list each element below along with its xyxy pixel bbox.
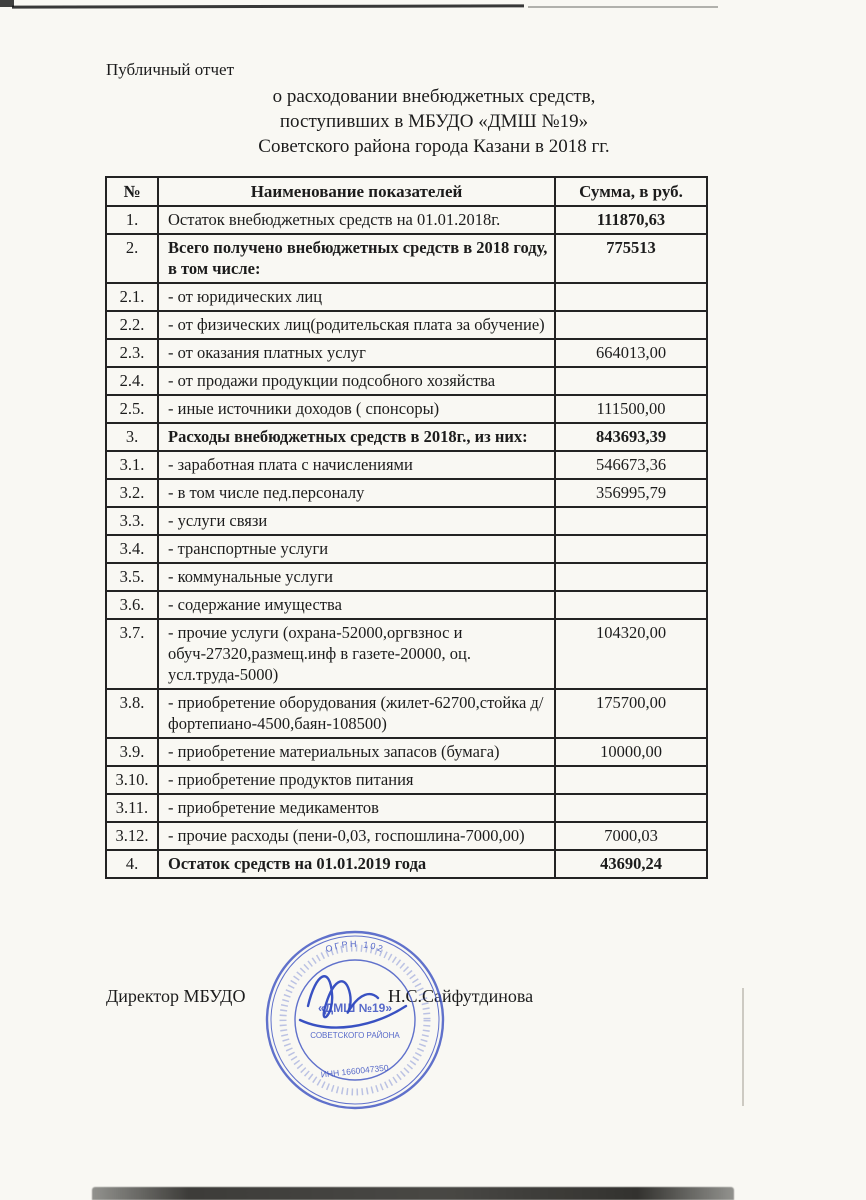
row-indicator-name: - иные источники доходов ( спонсоры) xyxy=(158,395,555,423)
row-number: 2. xyxy=(106,234,158,283)
director-name: Н.С.Сайфутдинова xyxy=(387,986,534,1006)
table-row xyxy=(106,367,707,395)
row-sum-value xyxy=(555,311,707,339)
row-indicator-name: - содержание имущества xyxy=(158,591,555,619)
row-number: 2.5. xyxy=(106,395,158,423)
row-sum-value: 111870,63 xyxy=(555,206,707,234)
row-sum-value: 775513 xyxy=(555,234,707,283)
row-number: 2.1. xyxy=(106,283,158,311)
row-number: 2.4. xyxy=(106,367,158,395)
row-number: 2.3. xyxy=(106,339,158,367)
table-row xyxy=(106,234,707,283)
row-number: 3.2. xyxy=(106,479,158,507)
row-sum-value: 7000,03 xyxy=(555,822,707,850)
row-sum-value: 104320,00 xyxy=(555,619,707,689)
row-number: 3.11. xyxy=(106,794,158,822)
row-number: 3.10. xyxy=(106,766,158,794)
row-number: 3.12. xyxy=(106,822,158,850)
table-row xyxy=(106,423,707,451)
col-header-name: Наименование показателей xyxy=(158,177,555,206)
table-row xyxy=(106,311,707,339)
stamp-center-line1: «ДМШ №19» xyxy=(317,1001,393,1015)
row-sum-value xyxy=(555,766,707,794)
row-sum-value xyxy=(555,563,707,591)
title-line-1: о расходовании внебюджетных средств, xyxy=(272,86,596,107)
row-number: 2.2. xyxy=(106,311,158,339)
row-indicator-name: Остаток средств на 01.01.2019 года xyxy=(158,850,555,878)
row-indicator-name: - в том числе пед.персоналу xyxy=(158,479,555,507)
table-row xyxy=(106,689,707,738)
row-indicator-name: - транспортные услуги xyxy=(158,535,555,563)
row-indicator-name: - приобретение материальных запасов (бумага) xyxy=(158,738,555,766)
scan-artifact-right-streak xyxy=(742,988,744,1106)
row-number: 3.9. xyxy=(106,738,158,766)
row-sum-value xyxy=(555,283,707,311)
row-sum-value: 356995,79 xyxy=(555,479,707,507)
table-row xyxy=(106,395,707,423)
stamp-ring-fragment-text: ОГРН 102 xyxy=(324,938,386,955)
row-number: 3.3. xyxy=(106,507,158,535)
row-indicator-name: Остаток внебюджетных средств на 01.01.2018г. xyxy=(158,206,555,234)
table-row xyxy=(106,339,707,367)
report-table xyxy=(105,176,708,879)
row-indicator-name: - от продажи продукции подсобного хозяйства xyxy=(158,367,555,395)
row-sum-value: 43690,24 xyxy=(555,850,707,878)
table-header-row xyxy=(106,177,707,206)
row-sum-value: 10000,00 xyxy=(555,738,707,766)
title-line-2: поступивших в МБУДО «ДМШ №19» xyxy=(279,111,589,132)
row-indicator-name: - приобретение медикаментов xyxy=(158,794,555,822)
row-number: 3.6. xyxy=(106,591,158,619)
col-header-sum: Сумма, в руб. xyxy=(555,177,707,206)
table-row xyxy=(106,738,707,766)
scan-artifact-bottom-band xyxy=(92,1187,734,1200)
row-number: 3.8. xyxy=(106,689,158,738)
row-indicator-name: - приобретение продуктов питания xyxy=(158,766,555,794)
row-indicator-name: - коммунальные услуги xyxy=(158,563,555,591)
scan-artifact-corner xyxy=(0,0,14,7)
table-row xyxy=(106,619,707,689)
stamp-inner-ring xyxy=(295,960,415,1080)
row-indicator-name: Всего получено внебюджетных средств в 2018 году, в том числе: xyxy=(158,234,555,283)
row-indicator-name: Расходы внебюджетных средств в 2018г., из них: xyxy=(158,423,555,451)
row-sum-value: 664013,00 xyxy=(555,339,707,367)
table-row xyxy=(106,591,707,619)
row-indicator-name: - от юридических лиц xyxy=(158,283,555,311)
stamp-inn-text: ИНН 1660047350 xyxy=(320,1062,390,1080)
row-number: 3.7. xyxy=(106,619,158,689)
scan-artifact-top-line xyxy=(12,4,524,8)
row-sum-value xyxy=(555,535,707,563)
row-number: 3.1. xyxy=(106,451,158,479)
row-number: 3.5. xyxy=(106,563,158,591)
table-row xyxy=(106,850,707,878)
row-indicator-name: - от оказания платных услуг xyxy=(158,339,555,367)
row-sum-value: 843693,39 xyxy=(555,423,707,451)
row-number: 3.4. xyxy=(106,535,158,563)
report-table-body xyxy=(106,206,707,878)
row-sum-value xyxy=(555,507,707,535)
table-row xyxy=(106,794,707,822)
table-row xyxy=(106,206,707,234)
row-sum-value: 546673,36 xyxy=(555,451,707,479)
official-round-stamp xyxy=(254,926,456,1114)
table-row xyxy=(106,766,707,794)
stamp-outer-ring xyxy=(267,932,443,1108)
stamp-center-line2: СОВЕТСКОГО РАЙОНА xyxy=(310,1031,400,1040)
row-sum-value: 111500,00 xyxy=(555,395,707,423)
row-number: 1. xyxy=(106,206,158,234)
table-row xyxy=(106,479,707,507)
table-row xyxy=(106,283,707,311)
report-title xyxy=(128,84,740,159)
row-indicator-name: - приобретение оборудования (жилет-62700,стойка д/фортепиано-4500,баян-108500) xyxy=(158,689,555,738)
header-note: Публичный отчет xyxy=(106,60,235,79)
director-label: Директор МБУДО xyxy=(106,986,246,1006)
table-row xyxy=(106,563,707,591)
row-indicator-name: - прочие услуги (охрана-52000,оргвзнос и обуч-27320,размещ.инф в газете-20000, оц. усл.труда-5000) xyxy=(158,619,555,689)
row-sum-value xyxy=(555,794,707,822)
row-indicator-name: - заработная плата с начислениями xyxy=(158,451,555,479)
col-header-num: № xyxy=(106,177,158,206)
row-sum-value: 175700,00 xyxy=(555,689,707,738)
row-indicator-name: - от физических лиц(родительская плата за обучение) xyxy=(158,311,555,339)
row-number: 4. xyxy=(106,850,158,878)
row-number: 3. xyxy=(106,423,158,451)
table-row xyxy=(106,451,707,479)
row-sum-value xyxy=(555,367,707,395)
title-line-3: Советского района города Казани в 2018 гг. xyxy=(258,136,610,157)
scan-artifact-top-line-faint xyxy=(528,6,718,8)
table-row xyxy=(106,535,707,563)
row-sum-value xyxy=(555,591,707,619)
row-indicator-name: - прочие расходы (пени-0,03, госпошлина-7000,00) xyxy=(158,822,555,850)
table-row xyxy=(106,822,707,850)
table-row xyxy=(106,507,707,535)
row-indicator-name: - услуги связи xyxy=(158,507,555,535)
